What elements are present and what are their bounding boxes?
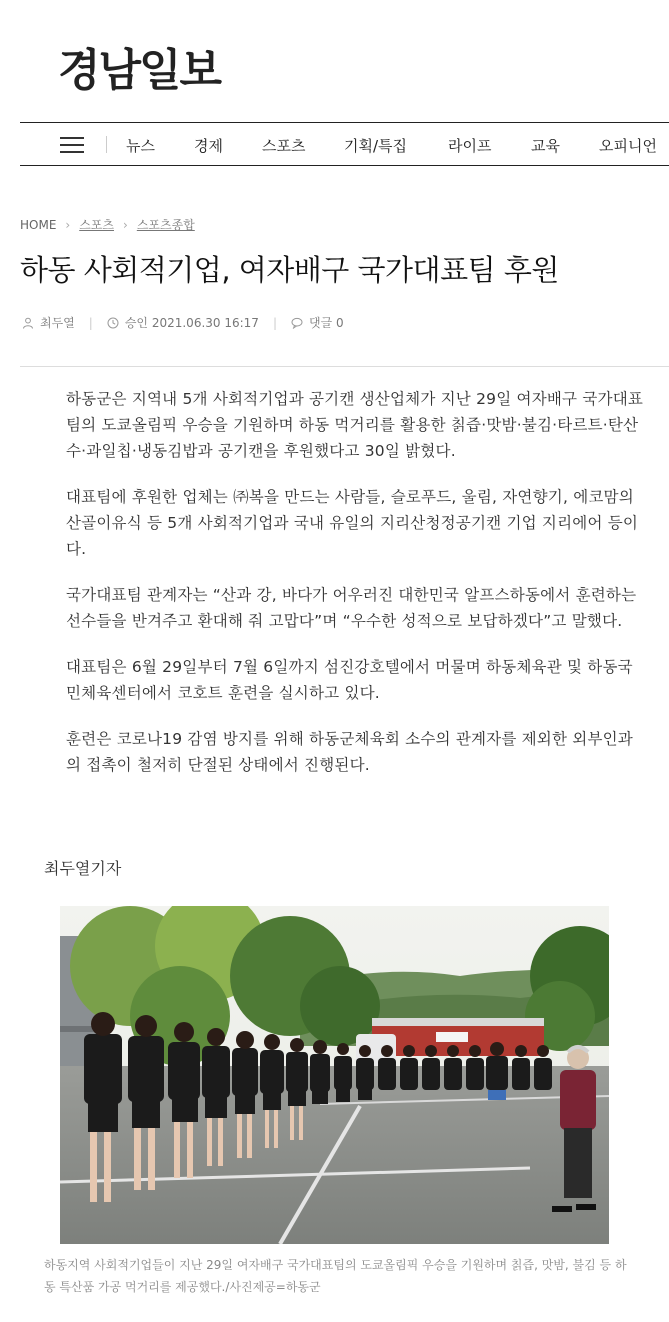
article-title: 하동 사회적기업, 여자배구 국가대표팀 후원	[20, 253, 559, 287]
chevron-right-icon: ›	[123, 218, 128, 232]
user-icon	[22, 317, 34, 329]
nav-item-life[interactable]: 라이프	[448, 137, 492, 155]
nav-item-economy[interactable]: 경제	[194, 137, 223, 155]
nav-item-education[interactable]: 교육	[531, 137, 560, 155]
article-paragraph: 훈련은 코로나19 감염 방지를 위해 하동군체육회 소수의 관계자를 제외한 외부인과의 접촉이 철저히 단절된 상태에서 진행된다.	[66, 730, 633, 774]
meta-divider: |	[272, 315, 277, 330]
clock-icon	[107, 317, 119, 329]
site-logo[interactable]: 경남일보	[58, 45, 221, 96]
approved-time: 승인 2021.06.30 16:17	[124, 316, 259, 330]
meta-divider: |	[88, 315, 93, 330]
article-paragraph: 대표팀에 후원한 업체는 ㈜복을 만드는 사람들, 슬로푸드, 울림, 자연향기, 에코맘의 산골이유식 등 5개 사회적기업과 국내 유일의 지리산청정공기캔 기업 지리에어 등이다.	[66, 488, 639, 558]
photo-caption: 하동지역 사회적기업들이 지난 29일 여자배구 국가대표팀의 도쿄올림픽 우승을 기원하며 칡즙, 맛밤, 불김 등 하동 특산품 가공 먹거리를 제공했다./사진제공=하동군	[44, 1258, 627, 1294]
meta-divider-line	[20, 366, 669, 367]
article-paragraph: 하동군은 지역내 5개 사회적기업과 공기캔 생산업체가 지난 29일 여자배구 국가대표팀의 도쿄올림픽 우승을 기원하며 하동 먹거리를 활용한 칡즙·맛밤·불김·타르트·탄산수·과일칩·냉동김밥과 공기캔을 후원했다고 30일 밝혔다.	[66, 390, 644, 460]
article-paragraph: 국가대표팀 관계자는 “산과 강, 바다가 어우러진 대한민국 알프스하동에서 훈련하는 선수들을 반겨주고 환대해 줘 고맙다”며 “우수한 성적으로 보답하겠다”고 말했다.	[66, 586, 637, 630]
breadcrumb-home[interactable]: HOME	[20, 218, 57, 232]
article-paragraph: 대표팀은 6월 29일부터 7월 6일까지 섬진강호텔에서 머물며 하동체육관 및 하동국민체육센터에서 코호트 훈련을 실시하고 있다.	[66, 658, 633, 702]
breadcrumb-sports-general[interactable]: 스포츠종합	[136, 218, 195, 232]
chevron-right-icon: ›	[65, 218, 71, 232]
nav-item-opinion[interactable]: 오피니언	[599, 137, 657, 155]
article-photo	[60, 906, 609, 1244]
author-name[interactable]: 최두열	[40, 316, 75, 330]
nav-item-sports[interactable]: 스포츠	[262, 137, 306, 155]
article-body	[66, 386, 644, 798]
breadcrumb-sports[interactable]: 스포츠	[79, 218, 114, 232]
main-nav	[20, 122, 669, 166]
reporter-byline: 최두열기자	[44, 859, 122, 878]
nav-item-news[interactable]: 뉴스	[126, 137, 155, 155]
comment-count[interactable]: 댓글 0	[308, 316, 344, 330]
article-meta	[22, 314, 344, 331]
comment-icon	[291, 317, 303, 329]
breadcrumb	[20, 216, 195, 233]
nav-item-features[interactable]: 기획/특집	[344, 137, 408, 155]
